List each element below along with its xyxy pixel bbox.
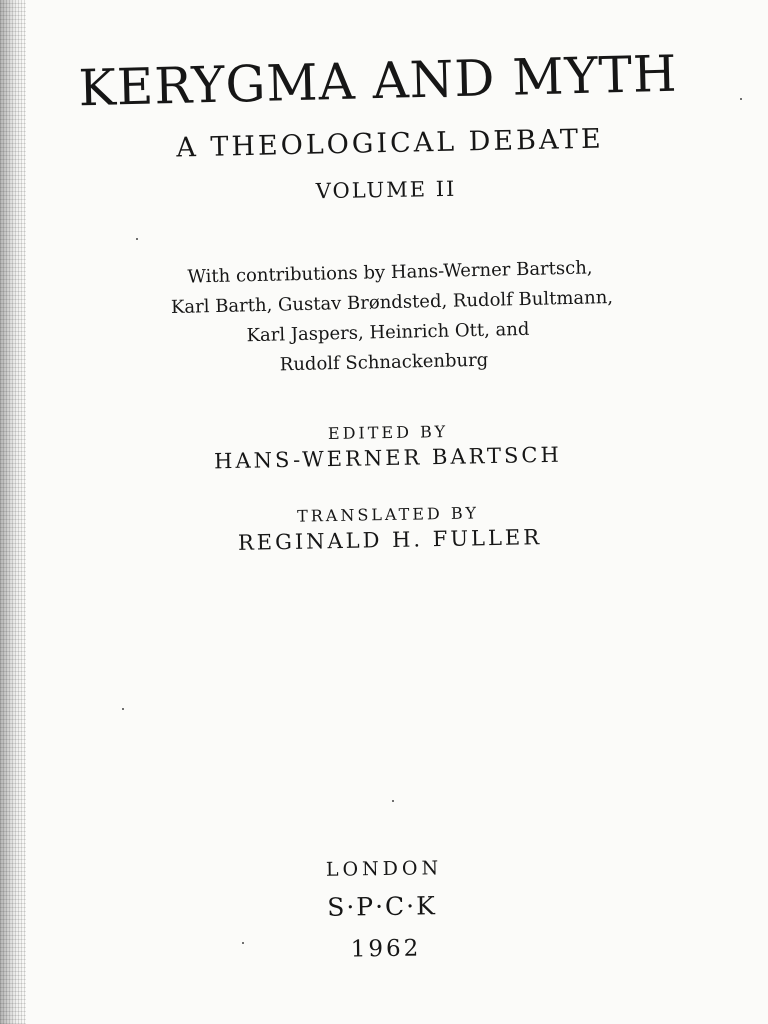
translated-by-label: TRANSLATED BY: [296, 503, 480, 526]
scan-speck: [122, 708, 124, 710]
contributors-line: Karl Jaspers, Heinrich Ott, and: [246, 318, 530, 347]
volume-number: VOLUME II: [315, 176, 457, 204]
scan-speck: [136, 238, 138, 240]
book-title: KERYGMA AND MYTH: [77, 44, 679, 118]
scan-speck: [392, 800, 394, 802]
edited-by-label: EDITED BY: [327, 421, 449, 444]
imprint-city: LONDON: [325, 857, 443, 881]
imprint-publisher: S·P·C·K: [327, 891, 437, 922]
editor-name: HANS-WERNER BARTSCH: [213, 442, 563, 474]
scan-speck: [740, 98, 742, 100]
translator-name: REGINALD H. FULLER: [237, 525, 543, 555]
contributors-line: With contributions by Hans-Werner Bartsch,: [187, 257, 593, 288]
book-subtitle: A THEOLOGICAL DEBATE: [176, 123, 604, 164]
contributors-line: Rudolf Schnackenburg: [279, 349, 489, 376]
imprint-year: 1962: [350, 935, 422, 963]
scan-speck: [242, 942, 244, 944]
contributors-line: Karl Barth, Gustav Brøndsted, Rudolf Bultmann,: [170, 286, 614, 319]
